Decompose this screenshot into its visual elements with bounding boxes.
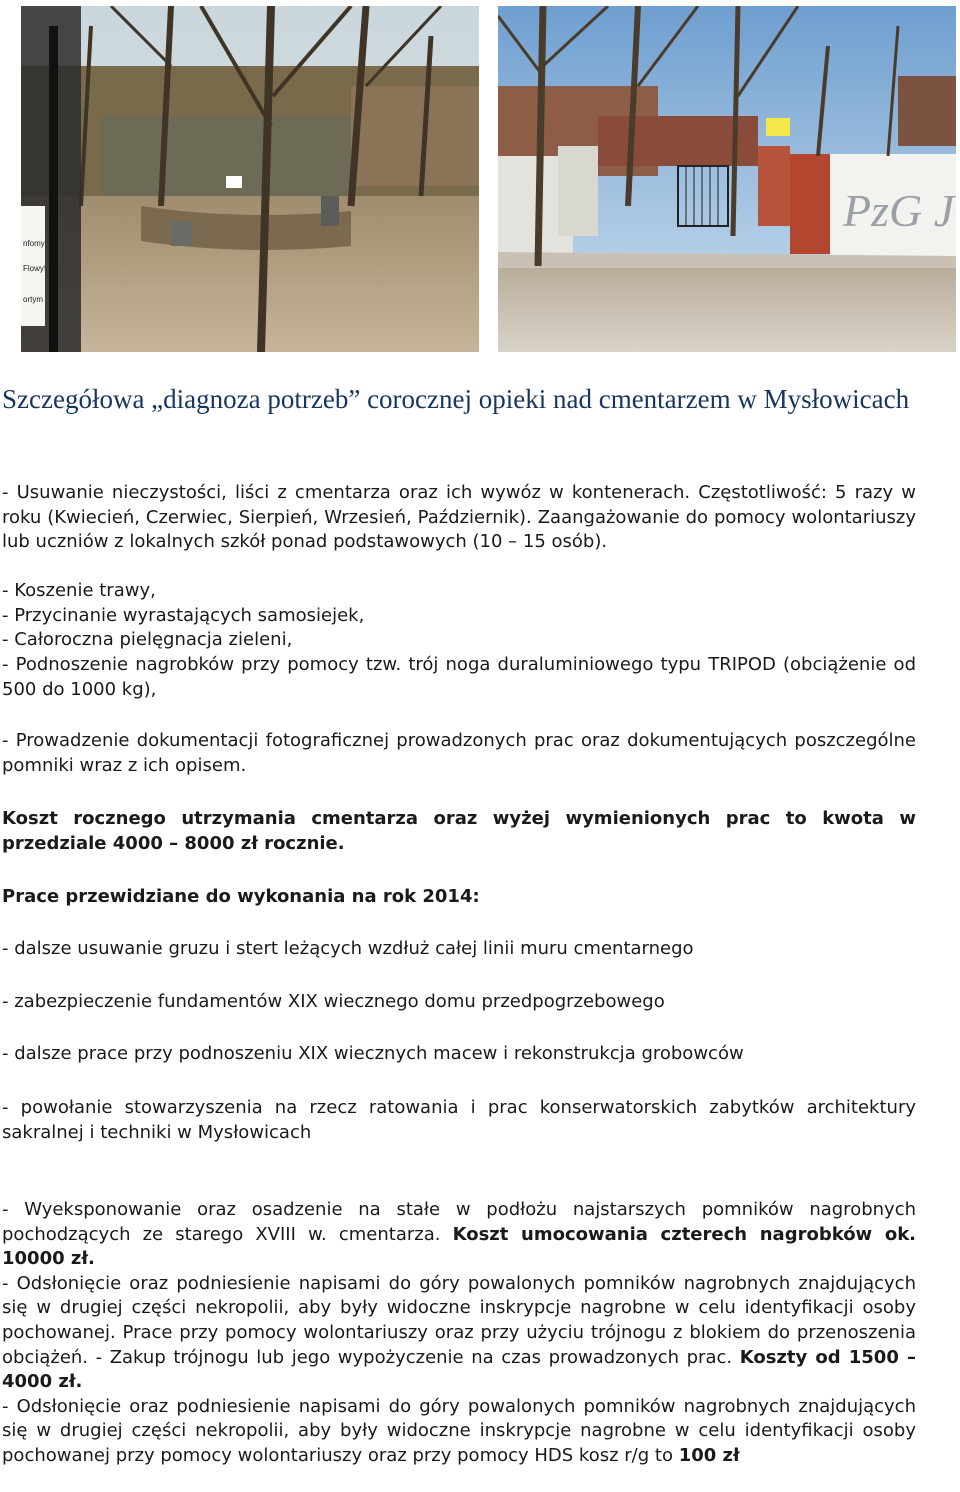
annual-cost-statement: Koszt rocznego utrzymania cmentarza oraz wyżej wymienionych prac to kwota w przedziale 4000 – 8000 zł rocznie.: [2, 808, 916, 854]
final-p1-cost: Koszt umocowania czterech nagrobków ok. 10000 zł.: [2, 1223, 917, 1270]
final-p2-text: - Odsłonięcie oraz podniesienie napisami do góry powalonych pomników nagrobnych znajdujących się w drugiej części nekropolii, aby były widoczne inskrypcje nagrobne w celu identyfikacji osoby pochowanej. Prace przy pomocy wolontariuszy oraz przy użyciu trójnogu z blokiem do przenoszenia obciążeń. - Zakup trójnogu lub jego wypożyczenie na czas prowadzonych prac.: [2, 1272, 916, 1368]
paragraph-documentation: - Prowadzenie dokumentacji fotograficznej prowadzonych prac oraz dokumentujących poszczególne pomniki wraz z ich opisem.: [2, 730, 916, 776]
cemetery-photo-right: [498, 6, 956, 352]
graffiti-text: PzG J: [843, 185, 955, 236]
plan-item-matzevot: - dalsze prace przy podnoszeniu XIX wiecznych macew i rekonstrukcja grobowców: [2, 1043, 744, 1064]
list-item-trimming: - Przycinanie wyrastających samosiejek,: [2, 605, 365, 626]
final-section: [2, 1198, 916, 1469]
plan-item-association: - powołanie stowarzyszenia na rzecz ratowania i prac konserwatorskich zabytków architektury sakralnej i techniki w Mysłowicach: [2, 1097, 916, 1143]
list-item-greenery: - Całoroczna pielęgnacja zieleni,: [2, 629, 293, 650]
plan-item-foundations: - zabezpieczenie fundamentów XIX wiecznego domu przedpogrzebowego: [2, 991, 665, 1012]
final-p3-text: - Odsłonięcie oraz podniesienie napisami do góry powalonych pomników nagrobnych znajdujących się w drugiej części nekropolii, aby były widoczne inskrypcje nagrobne w celu identyfikacji osoby pochowanej przy pomocy wolontariuszy oraz przy pomocy HDS kosz r/g to: [2, 1395, 916, 1466]
sign-text-3: ortym: [23, 295, 43, 304]
paragraph-cleaning: - Usuwanie nieczystości, liści z cmentarza oraz ich wywóz w kontenerach. Częstotliwość: 5 razy w roku (Kwiecień, Czerwiec, Sierpień, Wrzesień, Październik). Zaangażowanie do pomocy wolontariuszy lub uczniów z lokalnych szkół ponad podstawowych (10 – 15 osób).: [2, 482, 916, 553]
final-p3-cost: 100 zł: [678, 1444, 740, 1466]
list-item-mowing: - Koszenie trawy,: [2, 580, 156, 601]
final-p2-cost: Koszty od 1500 – 4000 zł.: [2, 1346, 916, 1393]
cemetery-photo-left: [21, 6, 479, 352]
plan-heading: Prace przewidziane do wykonania na rok 2014:: [2, 886, 480, 907]
sign-text-1: nfomy: [23, 239, 45, 248]
final-p1-text: - Wyeksponowanie oraz osadzenie na stałe w podłożu najstarszych pomników nagrobnych pochodzących ze starego XVIII w. cmentarza.: [2, 1199, 916, 1245]
plan-item-rubble: - dalsze usuwanie gruzu i stert leżących wzdłuż całej linii muru cmentarnego: [2, 938, 694, 959]
document-title: Szczegółowa „diagnoza potrzeb” corocznej opieki nad cmentarzem w Mysłowicach: [2, 384, 910, 414]
sign-text-2: Flowy!: [23, 264, 47, 273]
paragraph-tripod: - Podnoszenie nagrobków przy pomocy tzw. trój noga duraluminiowego typu TRIPOD (obciążenie od 500 do 1000 kg),: [2, 654, 916, 700]
